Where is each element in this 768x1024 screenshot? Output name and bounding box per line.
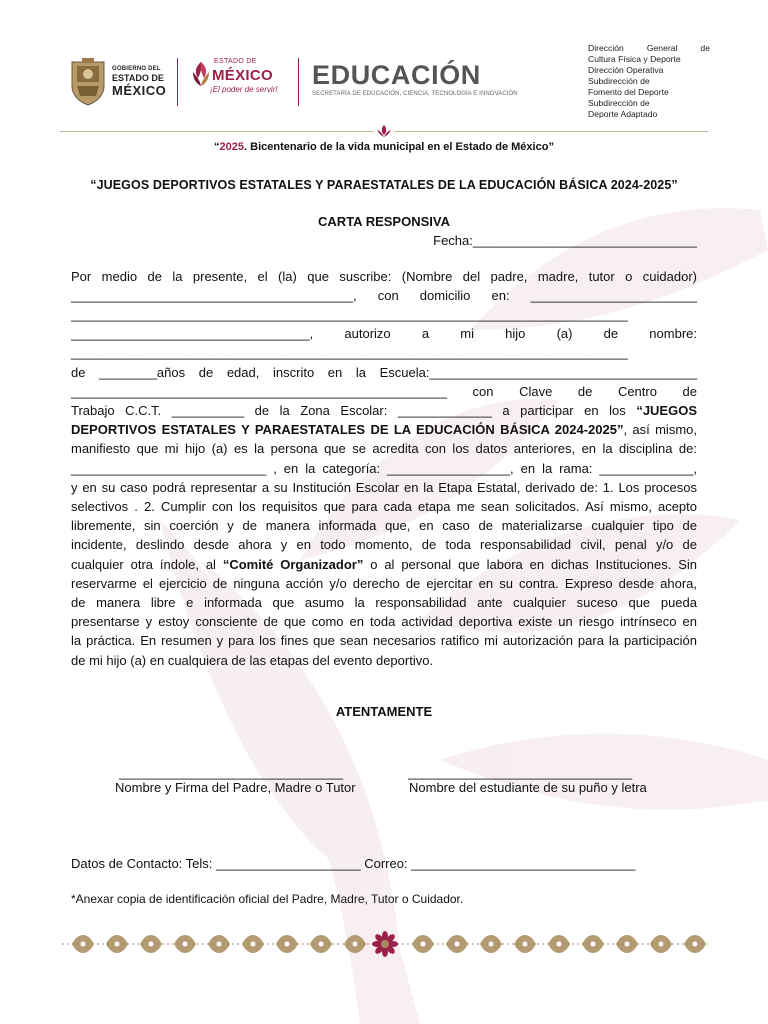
ornament-dot	[659, 942, 664, 947]
paragraph-line: presentarse y estoy consciente de que como en toda actividad deportiva existe un riesgo intrínseco en	[71, 614, 697, 630]
ornament-dot	[183, 942, 188, 947]
document-subtitle: CARTA RESPONSIVA	[318, 214, 450, 230]
paragraph-line: la práctica. En resumen y para los fines que sean necesarios ratifico mi autorización para la participación	[71, 633, 697, 649]
line-bold-text: “Comité Organizador”	[222, 556, 364, 572]
decorative-footer-border	[62, 926, 708, 962]
paragraph-line: ___________________________ , en la categoría: _________________, en la rama: _____________,	[71, 460, 697, 476]
line-text: cualquier otra índole, al	[71, 556, 223, 572]
letterhead	[0, 0, 768, 130]
ornament-dot	[319, 942, 324, 947]
ornament-dot	[251, 942, 256, 947]
ornament-dot	[523, 942, 528, 947]
parent-signature-line: _______________________________	[119, 765, 344, 780]
mexico-label: MÉXICO	[212, 67, 273, 84]
estado-mexico-logo	[190, 58, 295, 104]
motto-text: . Bicentenario de la vida municipal en el Estado de México”	[244, 141, 554, 153]
flower-logo-icon	[190, 58, 212, 88]
paragraph-line: reservarme el ejercicio de ninguna acción y/o derecho de ejercitar en su contra. Expreso desde ahora,	[71, 575, 697, 591]
slogan: ¡El poder de servir!	[210, 85, 278, 94]
annex-note: *Anexar copia de identificación oficial del Padre, Madre, Tutor o Cuidador.	[71, 892, 464, 906]
department-line: Deporte Adaptado	[588, 109, 658, 119]
ornament-dot	[81, 942, 86, 947]
ornament-dot	[421, 942, 426, 947]
paragraph-line: Por medio de la presente, el (la) que suscribe: (Nombre del padre, madre, tutor o cuidador)	[71, 268, 697, 284]
estado-label: ESTADO DE	[214, 58, 257, 65]
line-bold-text: DEPORTIVOS ESTATALES Y PARAESTATALES DE LA EDUCACIÓN BÁSICA 2024-2025”	[71, 422, 624, 438]
department-line: Fomento del Deporte	[588, 87, 669, 97]
bicentenario-motto	[0, 141, 768, 153]
paragraph-line: de ________años de edad, inscrito en la Escuela:_____________________________________	[71, 364, 697, 380]
paragraph-line: selectivos . 2. Cumplir con los requisitos que para cada etapa me sean solicitados. Así mismo, acepto	[71, 499, 697, 515]
student-signature-line: _______________________________	[408, 765, 633, 780]
closing-atentamente: ATENTAMENTE	[335, 704, 433, 719]
document-title: “JUEGOS DEPORTIVOS ESTATALES Y PARAESTATALES DE LA EDUCACIÓN BÁSICA 2024-2025”	[90, 178, 678, 192]
ornament-dot	[149, 942, 154, 947]
motto-year: 2025	[219, 141, 245, 153]
ornament-dot	[625, 942, 630, 947]
ornament-dot	[591, 942, 596, 947]
paragraph-line: libremente, sin coerción y de manera informada que, en caso de materializarse cualquier tipo de	[71, 518, 697, 534]
ornament-dot	[693, 942, 698, 947]
educacion-subtitle: SECRETARÍA DE EDUCACIÓN, CIENCIA, TECNOLOGÍA E INNOVACIÓN	[312, 91, 518, 97]
coat-of-arms-icon	[68, 56, 108, 106]
paragraph-line	[71, 555, 697, 574]
department-line: Dirección Operativa	[588, 65, 664, 75]
department-line: Subdirección de	[588, 76, 650, 86]
paragraph-line: ____________________________________________________ con Clave de Centro de	[71, 383, 697, 399]
ornament-dot	[489, 942, 494, 947]
line-text: , así mismo,	[623, 422, 697, 438]
divider	[177, 58, 178, 106]
paragraph-line: de mi hijo (a) en cualquiera de las etapas del evento deportivo.	[71, 652, 434, 668]
paragraph-line: y en su caso podrá representar a su Institución Escolar en la Etapa Estatal, derivado de: 1. Los procesos	[71, 479, 697, 495]
ornament-dot	[455, 942, 460, 947]
gobierno-line1: GOBIERNO DEL	[112, 66, 161, 72]
contact-fields: Datos de Contacto: Tels: ____________________ Correo: _______________________________	[71, 856, 636, 871]
parent-signature-label: Nombre y Firma del Padre, Madre o Tutor	[115, 780, 356, 795]
line-bold-text: “JUEGOS	[636, 403, 697, 419]
ornament-center	[381, 940, 389, 948]
department-line: Cultura Física y Deporte	[588, 54, 681, 64]
motto-quote: “	[214, 141, 220, 153]
department-block	[588, 43, 710, 120]
department-line: Subdirección de	[588, 98, 650, 108]
department-line: Dirección General de	[588, 43, 710, 53]
educacion-title: EDUCACIÓN	[312, 60, 481, 90]
ornament-dot	[115, 942, 120, 947]
paragraph-line	[71, 420, 697, 439]
student-signature-label: Nombre del estudiante de su puño y letra	[409, 780, 647, 795]
consent-paragraph	[71, 267, 697, 670]
paragraph-line: de manera libre e informada que asumo la responsabilidad ante cualquier suceso que pueda	[71, 595, 697, 611]
gobierno-estado-mexico-logo	[68, 56, 180, 108]
paragraph-line: manifiesto que mi hijo (a) es la persona que se acredita con los datos anteriores, en la disciplina de:	[71, 441, 697, 457]
paragraph-line: _______________________________________, con domicilio en: _______________________	[71, 287, 697, 303]
paragraph-line	[71, 401, 697, 420]
ornament-dot	[217, 942, 222, 947]
ornament-dot	[353, 942, 358, 947]
paragraph-line: incidente, deslindo desde ahora y en todo momento, de toda responsabilidad civil, penal y/o de	[71, 537, 697, 553]
paragraph-line: _____________________________________________________________________________	[71, 345, 628, 361]
ornament-dot	[557, 942, 562, 947]
line-text: o al personal que labora en dichas Instituciones. Sin	[363, 556, 697, 572]
gobierno-line3: MÉXICO	[112, 83, 167, 98]
educacion-logo	[312, 60, 572, 104]
ornament-dot	[285, 942, 290, 947]
letter-body	[71, 176, 697, 670]
date-field: Fecha:_______________________________	[433, 233, 697, 249]
gobierno-line2: ESTADO DE	[112, 73, 164, 83]
paragraph-line: _____________________________________________________________________________	[71, 307, 628, 323]
divider	[298, 58, 299, 106]
line-text: Trabajo C.C.T. __________ de la Zona Escolar: _____________ a participar en los	[71, 403, 637, 419]
paragraph-line: _________________________________, autorizo a mi hijo (a) de nombre:	[71, 326, 697, 342]
small-flower-icon	[374, 123, 394, 139]
